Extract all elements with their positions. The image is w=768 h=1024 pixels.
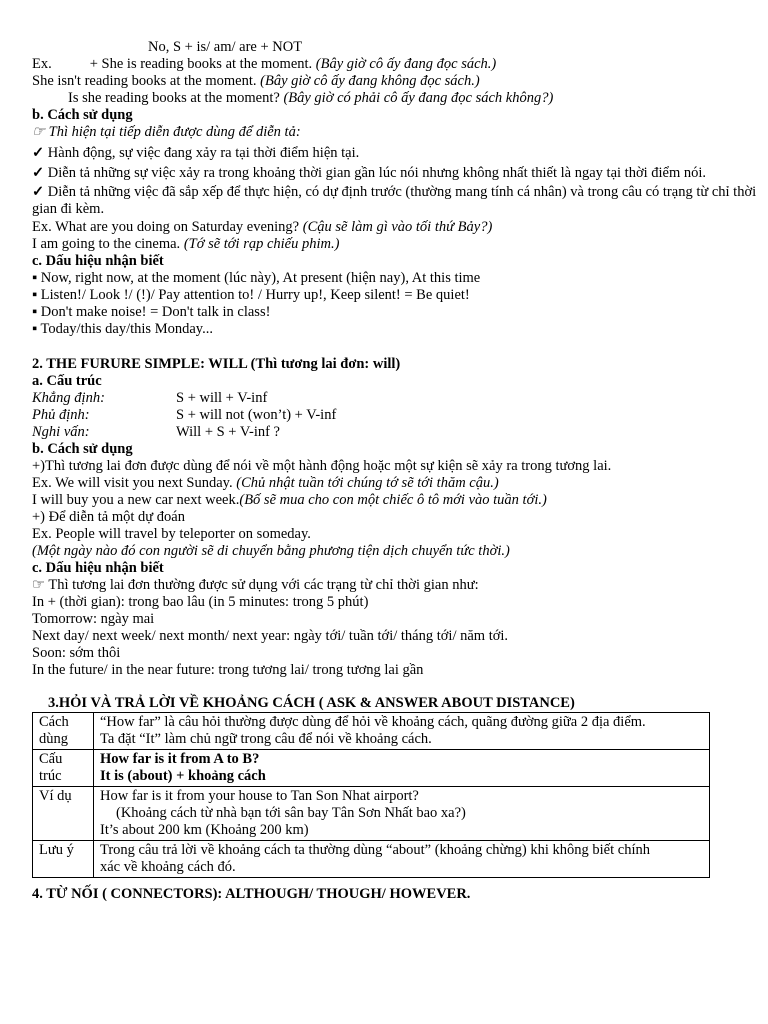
section-title: 3.HỎI VÀ TRẢ LỜI VỀ KHOẢNG CÁCH ( ASK & ANSWER ABOUT DISTANCE)	[48, 695, 575, 711]
pointing-hand-icon: ☞	[32, 577, 45, 593]
usage-item: +)Thì tương lai đơn được dùng để nói về một hành động hoặc một sự kiện sẽ xảy ra trong tương lai.	[32, 458, 612, 474]
row-content: Trong câu trả lời về khoảng cách ta thường dùng “about” (khoảng chừng) khi không biết chính xác về khoảng cách đó.	[94, 841, 710, 878]
signs-intro: ☞ Thì tương lai đơn thường được sử dụng với các trạng từ chỉ thời gian như:	[32, 577, 479, 593]
structure-formula: Will + S + V-inf ?	[176, 424, 280, 440]
example-line: I am going to the cinema. (Tớ sẽ tới rạp chiếu phim.)	[32, 236, 340, 252]
row-label: Lưu ý	[33, 841, 94, 878]
section-heading: b. Cách sử dụng	[32, 107, 133, 123]
example-line: Ex. What are you doing on Saturday evening? (Cậu sẽ làm gì vào tối thứ Bảy?)	[32, 219, 493, 235]
structure-label: Khẳng định:	[32, 390, 105, 406]
pointing-hand-icon: ☞	[32, 124, 45, 140]
sign-item: ▪ Now, right now, at the moment (lúc này), At present (hiện nay), At this time	[32, 270, 481, 286]
sign-item: ▪ Listen!/ Look !/ (!)/ Pay attention to! / Hurry up!, Keep silent! = Be quiet!	[32, 287, 470, 303]
row-content: “How far” là câu hỏi thường được dùng để hỏi về khoảng cách, quãng đường giữa 2 địa điểm. Ta đặt “It” làm chủ ngữ trong câu để nói về khoảng cách.	[94, 713, 710, 750]
section-heading: c. Dấu hiệu nhận biết	[32, 253, 164, 269]
sign-item: ▪ Today/this day/this Monday...	[32, 321, 213, 337]
sign-item: In + (thời gian): trong bao lâu (in 5 minutes: trong 5 phút)	[32, 594, 369, 610]
table-row	[33, 841, 710, 878]
sign-item: ▪ Don't make noise! = Don't talk in class!	[32, 304, 271, 320]
section-heading: a. Cấu trúc	[32, 373, 102, 389]
usage-item: ✓ Diễn tả những sự việc xảy ra trong khoảng thời gian gần lúc nói nhưng không nhất thiết là ngay tại thời điểm nói.	[32, 165, 707, 181]
structure-formula: S + will + V-inf	[176, 390, 268, 406]
check-icon: ✓	[32, 165, 45, 181]
example-translation: (Một ngày nào đó con người sẽ di chuyển bằng phương tiện dịch chuyển tức thời.)	[32, 543, 510, 559]
section-title: 4. TỪ NỐI ( CONNECTORS): ALTHOUGH/ THOUGH/ HOWEVER.	[32, 886, 471, 902]
usage-item: +) Để diễn tả một dự đoán	[32, 509, 185, 525]
usage-item: ✓ Diễn tả những việc đã sắp xếp để thực hiện, có dự định trước (thường mang tính cá nhân) và trong câu có trạng từ chỉ thời gian đi kèm.	[32, 184, 757, 217]
sign-item: Soon: sớm thôi	[32, 645, 121, 661]
table-row	[33, 713, 710, 750]
table-row	[33, 787, 710, 841]
distance-table	[32, 712, 710, 878]
bullet-icon: ▪	[32, 304, 38, 320]
sign-item: In the future/ in the near future: trong tương lai/ trong tương lai gần	[32, 662, 424, 678]
example-line: Ex. + She is reading books at the moment. (Bây giờ cô ấy đang đọc sách.)	[32, 56, 497, 72]
table-row	[33, 750, 710, 787]
section-heading: c. Dấu hiệu nhận biết	[32, 560, 164, 576]
example-line: Ex. People will travel by teleporter on someday.	[32, 526, 311, 542]
usage-item: ✓ Hành động, sự việc đang xảy ra tại thời điểm hiện tại.	[32, 145, 360, 161]
usage-intro: ☞ Thì hiện tại tiếp diễn được dùng để diễn tả:	[32, 124, 301, 140]
row-label: Ví dụ	[33, 787, 94, 841]
row-label: Cách dùng	[33, 713, 94, 750]
structure-formula: S + will not (won’t) + V-inf	[176, 407, 337, 423]
row-label: Cấu trúc	[33, 750, 94, 787]
structure-label: Nghi vấn:	[32, 424, 90, 440]
bullet-icon: ▪	[32, 321, 38, 337]
example-line: She isn't reading books at the moment. (Bây giờ cô ấy đang không đọc sách.)	[32, 73, 480, 89]
check-icon: ✓	[32, 145, 45, 161]
section-title: 2. THE FURURE SIMPLE: WILL (Thì tương lai đơn: will)	[32, 356, 401, 372]
row-content: How far is it from your house to Tan Son Nhat airport? (Khoảng cách từ nhà bạn tới sân bay Tân Sơn Nhất bao xa?) It’s about 200 km (Khoảng 200 km)	[94, 787, 710, 841]
example-line: I will buy you a new car next week.(Bố sẽ mua cho con một chiếc ô tô mới vào tuần tới.)	[32, 492, 547, 508]
example-line: Ex. We will visit you next Sunday. (Chủ nhật tuần tới chúng tớ sẽ tới thăm cậu.)	[32, 475, 499, 491]
structure-label: Phủ định:	[32, 407, 90, 423]
sign-item: Next day/ next week/ next month/ next year: ngày tới/ tuần tới/ tháng tới/ năm tới.	[32, 628, 509, 644]
example-line: Is she reading books at the moment? (Bây giờ có phải cô ấy đang đọc sách không?)	[68, 90, 554, 106]
row-content: How far is it from A to B? It is (about) + khoảng cách	[94, 750, 710, 787]
bullet-icon: ▪	[32, 270, 38, 286]
sign-item: Tomorrow: ngày mai	[32, 611, 155, 627]
bullet-icon: ▪	[32, 287, 38, 303]
check-icon: ✓	[32, 184, 45, 200]
section-heading: b. Cách sử dụng	[32, 441, 133, 457]
negative-formula: No, S + is/ am/ are + NOT	[148, 39, 303, 55]
